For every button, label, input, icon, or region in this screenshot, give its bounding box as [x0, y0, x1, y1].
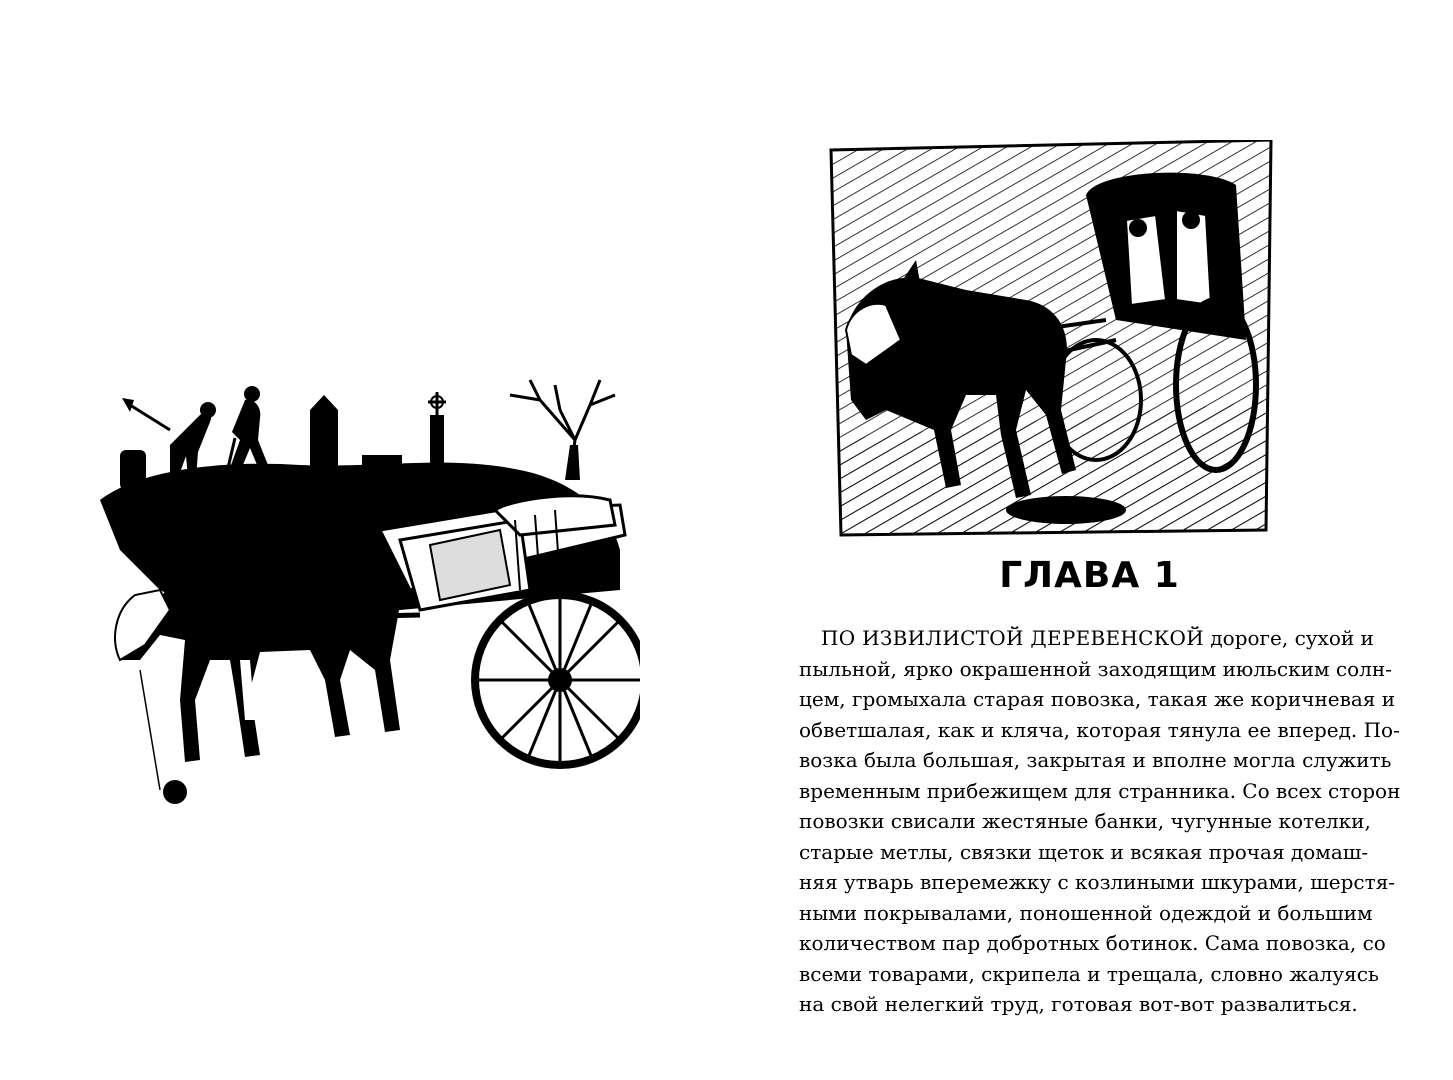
right-page: [726, 0, 1453, 1080]
text-line-rest: дорогe, сухой и: [1203, 626, 1374, 650]
chapter-body-text: [799, 623, 1401, 1020]
text-line: возка была большая, закрытая и вполне могла служить: [799, 748, 1392, 772]
text-line: повозки свисали жестяные банки, чугунные котелки,: [799, 809, 1371, 833]
text-line: старые метлы, связки щеток и всякая прочая домаш-: [799, 839, 1369, 864]
carriage-in-rain-illustration: [826, 140, 1276, 540]
text-line: временным прибежищем для странника. Со всех сторон: [799, 778, 1401, 803]
opening-caps: ПО ИЗВИЛИСТОЙ ДЕРЕВЕНСКОЙ: [821, 626, 1204, 650]
text-line: всеми товарами, скрипела и трещала, словно жалуясь: [799, 961, 1379, 986]
text-line: няя утварь вперемежку с козлиными шкурами, шерстя-: [799, 870, 1396, 894]
graveyard-cart-illustration: [100, 360, 640, 820]
text-line: на свой нелегкий труд, готовая вот-вот развалиться.: [799, 992, 1358, 1016]
left-page: [0, 0, 726, 1080]
chapter-title: ГЛАВА 1: [999, 555, 1180, 596]
text-line: пыльной, ярко окрашенной заходящим июльским солн-: [799, 656, 1392, 681]
text-line: ными покрывалами, поношенной одеждой и большим: [799, 900, 1373, 925]
text-line: количеством пар добротных ботинок. Сама повозка, со: [799, 931, 1386, 955]
text-line: обветшалая, как и кляча, которая тянула ее вперед. По-: [799, 717, 1400, 742]
text-line: цем, громыхала старая повозка, такая же коричневая и: [799, 687, 1396, 711]
text-line: [799, 623, 1374, 654]
